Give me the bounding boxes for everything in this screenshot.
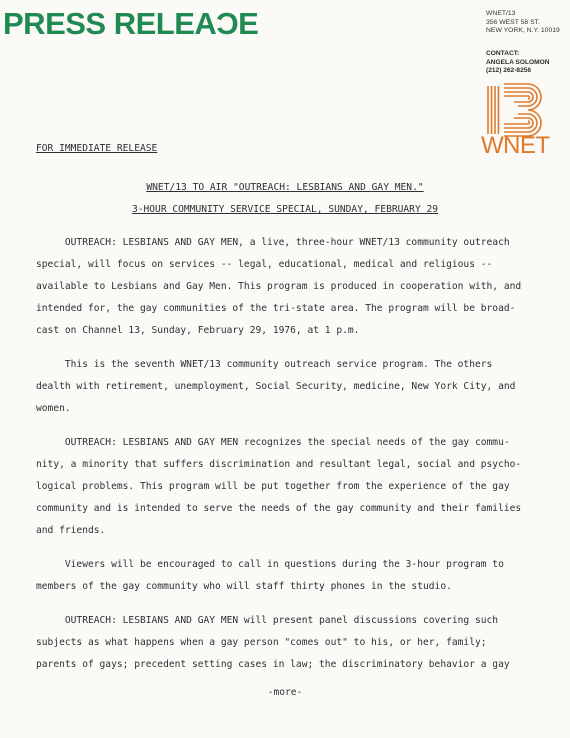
address-line: WNET/13	[486, 10, 516, 17]
paragraph	[36, 432, 536, 542]
paragraph	[36, 232, 536, 342]
text-line: logical problems. This program will be put together from the experience of the gay	[36, 481, 510, 492]
text-line: OUTREACH: LESBIANS AND GAY MEN will present panel discussions covering such	[36, 615, 499, 626]
contact-phone: (212) 262-8256	[486, 67, 532, 75]
continued-marker: -more-	[267, 687, 303, 698]
text-line: and friends.	[36, 525, 106, 536]
paragraph	[36, 554, 536, 598]
headline-line-2: 3-HOUR COMMUNITY SERVICE SPECIAL, SUNDAY, FEBRUARY 29	[131, 204, 439, 215]
text-line: This is the seventh WNET/13 community outreach service program. The others	[36, 359, 493, 370]
text-line: intended for, the gay communities of the tri-state area. The program will be broad-	[36, 303, 516, 314]
text-line: OUTREACH: LESBIANS AND GAY MEN recognizes the special needs of the gay commu-	[36, 437, 510, 448]
text-line: nity, a minority that suffers discrimination and resultant legal, social and psycho-	[36, 459, 522, 470]
address-line: NEW YORK, N.Y. 10019	[486, 27, 560, 35]
wnet-logo-wordmark: WNET	[481, 132, 550, 159]
release-body	[36, 232, 536, 688]
text-line: community and is intended to serve the needs of the gay community and their families	[36, 503, 522, 514]
text-line: Viewers will be encouraged to call in questions during the 3-hour program to	[36, 559, 504, 570]
channel-13-logo-icon	[484, 80, 550, 138]
station-address	[486, 10, 568, 36]
text-line: available to Lesbians and Gay Men. This program is produced in cooperation with, and	[36, 281, 522, 292]
headline-line-1: WNET/13 TO AIR "OUTREACH: LESBIANS AND GAY MEN."	[146, 182, 424, 193]
paragraph	[36, 354, 536, 420]
release-notice: FOR IMMEDIATE RELEASE	[36, 143, 158, 154]
text-line: dealth with retirement, unemployment, Social Security, medicine, New York City, and	[36, 381, 516, 392]
text-line: OUTREACH: LESBIANS AND GAY MEN, a live, three-hour WNET/13 community outreach	[36, 237, 510, 248]
text-line: parents of gays; precedent setting cases in law; the discriminatory behavior a gay	[36, 659, 510, 670]
paragraph	[36, 610, 536, 676]
contact-block	[486, 50, 568, 76]
address-line: 356 WEST 58 ST.	[486, 18, 540, 26]
contact-name: ANGELA SOLOMON	[486, 58, 550, 66]
text-line: special, will focus on services -- legal, educational, medical and religious --	[36, 259, 493, 270]
text-line: women.	[36, 403, 71, 414]
text-line: cast on Channel 13, Sunday, February 29, 1976, at 1 p.m.	[36, 325, 360, 336]
text-line: subjects as what happens when a gay person "comes out" to his, or her, family;	[36, 637, 487, 648]
text-line: members of the gay community who will staff thirty phones in the studio.	[36, 581, 452, 592]
contact-label: CONTACT:	[486, 50, 520, 57]
press-release-title: PRESS RELEAƆE	[3, 6, 259, 41]
